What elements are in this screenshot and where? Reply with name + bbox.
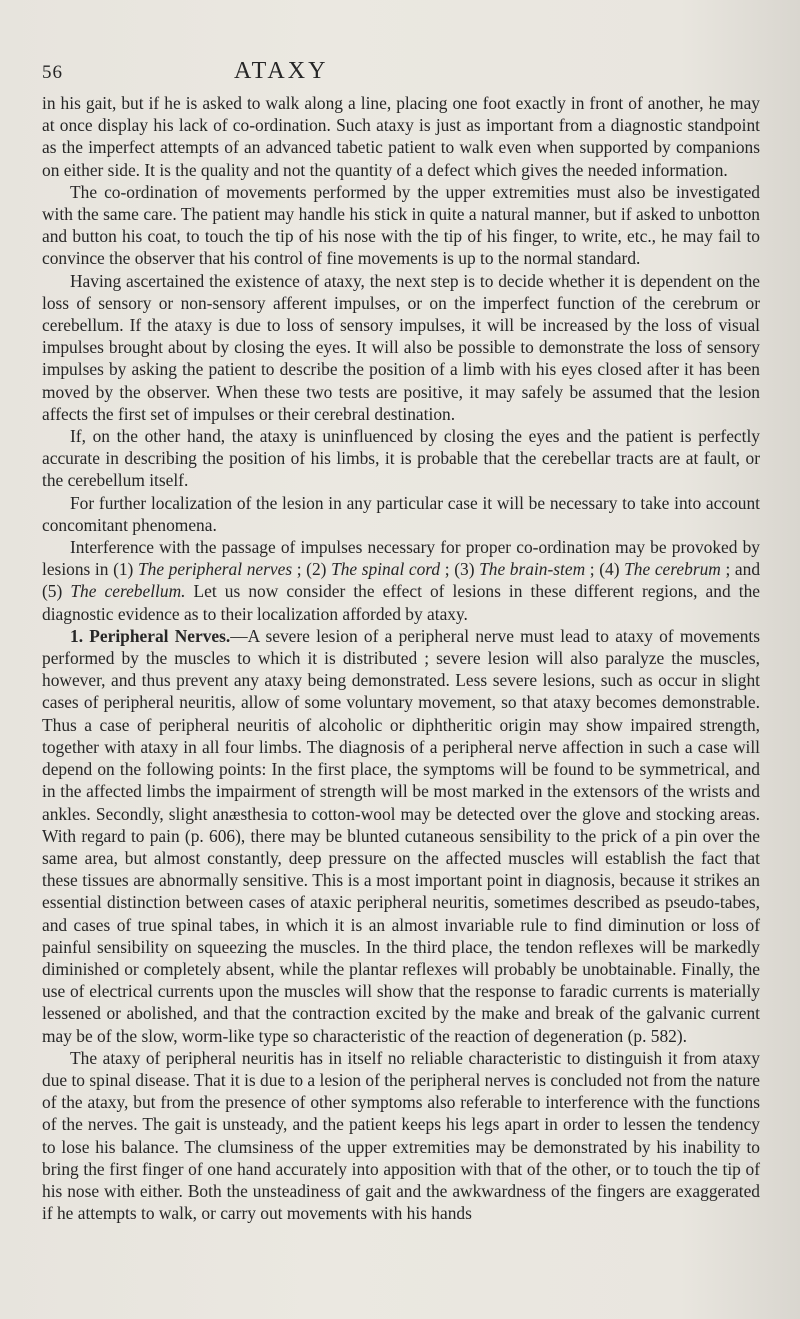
body-text [42,92,760,1224]
text-segment: ; (3) [440,559,480,580]
italic-term: The cerebrum [624,559,721,580]
text-segment: ; (4) [585,559,625,580]
text-segment: Let us now consider the effect of lesions in these different regions, and the diagnostic evidence as to their localization afforded by ataxy. [42,581,760,624]
paragraph-peripheral-nerves [42,625,760,1047]
text-segment: ; and (5) [42,559,761,602]
text-segment: ; (2) [292,559,332,580]
italic-term: The spinal cord [331,559,441,580]
paragraph-localization: For further localization of the lesion in any particular case it will be necessary to take into account concomitant phenomena. [42,492,760,535]
italic-term: The cerebellum. [70,581,186,602]
italic-term: The peripheral nerves [137,559,293,580]
paragraph-interference [42,536,760,625]
text-segment: Interference with the passage of impulses necessary for proper co-ordination may be provoked by lesions in (1) [42,537,760,580]
paragraph-sensory-impulses: Having ascertained the existence of ataxy, the next step is to decide whether it is dependent on the loss of sensory or non-sensory afferent impulses, or on the imperfect function of the cerebrum or cerebellum. If the ataxy is due to loss of sensory impulses, it will be increased by the loss of visual impulses brought about by closing the eyes. It will also be possible to demonstrate the loss of sensory impulses by asking the patient to describe the position of a limb with his eyes closed after it has been moved by the observer. When these two tests are positive, it may safely be assumed that the lesion affects the first set of impulses or their cerebral destination. [42,270,760,424]
page-number: 56 [42,62,63,83]
paragraph-gait-continuation: in his gait, but if he is asked to walk along a line, placing one foot exactly in front of another, he may at once display his lack of co-ordination. Such ataxy is just as important from a diagnostic standpoint as the imperfect attempts of an advanced tabetic patient to walk even when supported by companions on either side. It is the quality and not the quantity of a defect which gives the needed information. [42,93,760,180]
section-heading: 1. Peripheral Nerves. [70,625,231,646]
paragraph-cerebellar-tracts: If, on the other hand, the ataxy is uninfluenced by closing the eyes and the patient is perfectly accurate in describing the position of his limbs, it is probable that the cerebellar tracts are at fault, or the cerebellum itself. [42,426,760,491]
paragraph-upper-extremities: The co-ordination of movements performed by the upper extremities must also be investigated with the same care. The patient may handle his stick in quite a natural manner, but if asked to unbotton and button his coat, to touch the tip of his nose with the tip of his finger, to write, etc., he may fail to convince the observer that his control of fine movements is up to the normal standard. [42,181,760,269]
section-text: —A severe lesion of a peripheral nerve must lead to ataxy of movements performed by the muscles to which it is distributed ; severe lesion will also paralyze the muscles, however, and thus prevent any ataxy being demonstrated. Less severe lesions, such as occur in slight cases of peripheral neuritis, allow of some voluntary movement, so that ataxy becomes demonstrable. Thus a case of peripheral neuritis of alcoholic or diphtheritic origin may show impaired strength, together with ataxy in all four limbs. The diagnosis of a peripheral nerve affection in such a case will depend on the following points: In the first place, the symptoms will be found to be symmetrical, and in the affected limbs the impairment of strength will be most marked in the extensors of the wrists and ankles. Secondly, slight anæsthesia to cotton-wool may be detected over the glove and stocking areas. With regard to pain (p. 606), there may be blunted cutaneous sensibility to the prick of a pin over the same area, but almost constantly, deep pressure on the affected muscles will establish the fact that these tissues are abnormally sensitive. This is a most important point in diagnosis, because it strikes an essential distinction between cases of ataxic peripheral neuritis, sometimes described as pseudo-tabes, and cases of true spinal tabes, in which it is an almost invariable rule to find diminution or loss of painful sensibility on squeezing the muscles. In the third place, the tendon reflexes will be markedly diminished or completely absent, while the plantar reflexes will probably be unobtainable. Finally, the use of electrical currents upon the muscles will show that the response to faradic currents is materially lessened or abolished, and that the contraction excited by the make and break of the galvanic current may be of the slow, worm-like type so characteristic of the reaction of degeneration (p. 582). [42,625,760,1046]
italic-term: The brain-stem [479,559,586,580]
page-header [42,58,754,88]
paragraph-peripheral-neuritis: The ataxy of peripheral neuritis has in itself no reliable characteristic to distinguish it from ataxy due to spinal disease. That it is due to a lesion of the peripheral nerves is concluded not from the nature of the ataxy, but from the presence of other symptoms also referable to interference with the functions of the nerves. The gait is unsteady, and the patient keeps his legs apart in order to lessen the tendency to lose his balance. The clumsiness of the upper extremities may be demonstrated by his inability to bring the first finger of one hand accurately into apposition with that of the other, or to touch the tip of his nose with either. Both the unsteadiness of gait and the awkwardness of the fingers are exaggerated if he attempts to walk, or carry out movements with his hands [42,1047,760,1224]
running-head: ATAXY [234,58,329,84]
